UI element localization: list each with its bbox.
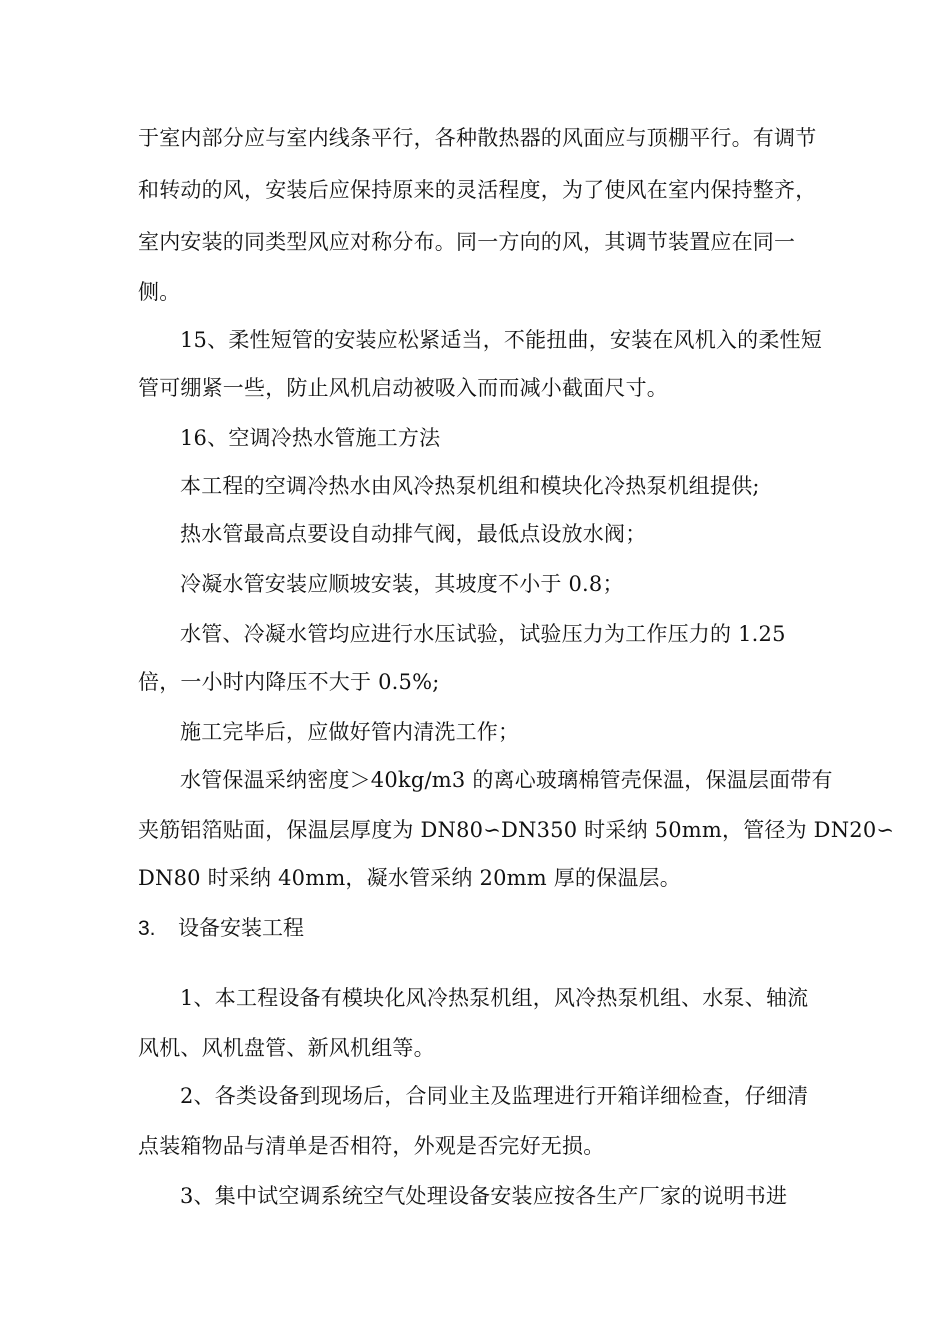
paragraph-line: 冷凝水管安装应顺坡安装，其坡度不小于 0.8；: [180, 572, 624, 596]
section-number: 3.: [138, 917, 156, 940]
paragraph-line: 2、各类设备到现场后，合同业主及监理进行开箱详细检查，仔细清: [180, 1084, 809, 1108]
section-title: 设备安装工程: [178, 916, 304, 940]
paragraph-line: 本工程的空调冷热水由风冷热泵机组和模块化冷热泵机组提供;: [180, 474, 760, 498]
paragraph-line: 管可绷紧一些，防止风机启动被吸入而而减小截面尺寸。: [138, 376, 668, 400]
paragraph-line: 15、柔性短管的安装应松紧适当，不能扭曲，安装在风机入的柔性短: [180, 328, 822, 352]
paragraph-line: 室内安装的同类型风应对称分布。同一方向的风，其调节装置应在同一: [138, 230, 796, 254]
paragraph-line: 1、本工程设备有模块化风冷热泵机组，风冷热泵机组、水泵、轴流: [180, 986, 809, 1010]
paragraph-line: DN80 时采纳 40mm，凝水管采纳 20mm 厚的保温层。: [138, 866, 681, 890]
paragraph-line: 夹筋铝箔贴面，保温层厚度为 DN80∽DN350 时采纳 50mm，管径为 DN20∽: [138, 818, 895, 842]
paragraph-line: 水管保温采纳密度＞40kg/m3 的离心玻璃棉管壳保温，保温层面带有: [180, 768, 833, 792]
section-heading: [138, 914, 828, 943]
subheading-line: 16、空调冷热水管施工方法: [180, 426, 441, 450]
paragraph-line: 施工完毕后，应做好管内清洗工作；: [180, 720, 520, 744]
paragraph-line: 侧。: [138, 280, 181, 304]
paragraph-line: 倍，一小时内降压不大于 0.5%;: [138, 670, 440, 694]
paragraph-line: 于室内部分应与室内线条平行，各种散热器的风面应与顶棚平行。有调节: [138, 126, 817, 150]
paragraph-line: 风机、风机盘管、新风机组等。: [138, 1036, 435, 1060]
paragraph-line: 3、集中试空调系统空气处理设备安装应按各生产厂家的说明书进: [180, 1184, 788, 1208]
paragraph-line: 点装箱物品与清单是否相符，外观是否完好无损。: [138, 1134, 605, 1158]
paragraph-line: 热水管最高点要设自动排气阀，最低点设放水阀；: [180, 522, 647, 546]
paragraph-line: 水管、冷凝水管均应进行水压试验，试验压力为工作压力的 1.25: [180, 622, 786, 646]
paragraph-line: 和转动的风，安装后应保持原来的灵活程度，为了使风在室内保持整齐，: [138, 178, 817, 202]
